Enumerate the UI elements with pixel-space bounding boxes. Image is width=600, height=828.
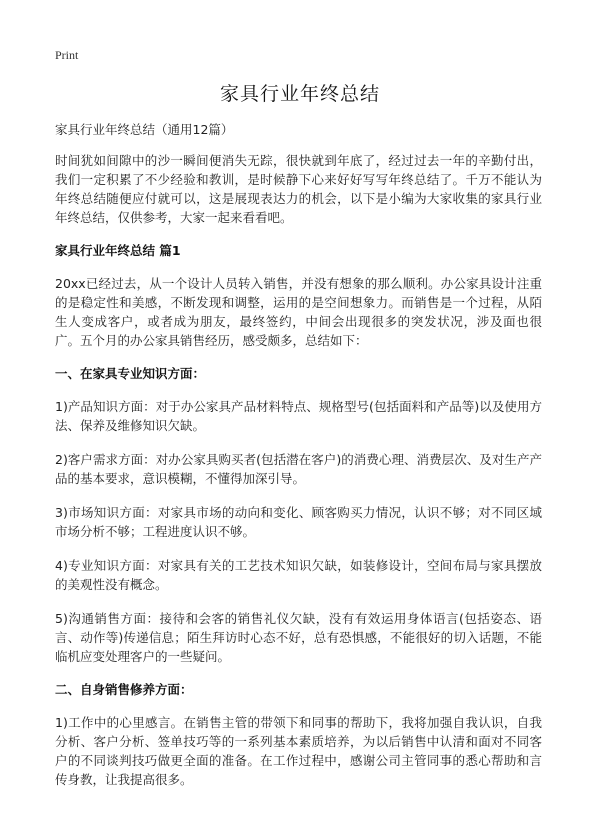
document-subtitle: 家具行业年终总结（通用12篇） <box>55 122 234 137</box>
knowledge-item-professional: 4)专业知识方面：对家具有关的工艺技术知识欠缺，如装修设计，空间布局与家具摆放的美观性没有概念。 <box>55 558 542 592</box>
article-intro-paragraph: 20xx已经过去，从一个设计人员转入销售，并没有想象的那么顺利。办公家具设计注重的是稳定性和美感，不断发现和调整，运用的是空间想象力。而销售是一个过程，从陌生人变成客户，或者成为朋友，最终签约，中间会出现很多的突发状况，涉及面也很广。五个月的办公家具销售经历，感受颇多，总结如下： <box>55 276 542 348</box>
intro-paragraph: 时间犹如间隙中的沙一瞬间便消失无踪，很快就到年底了，经过过去一年的辛勤付出，我们一定积累了不少经验和教训，是时候静下心来好好写写年终总结了。千万不能认为年终总结随便应付就可以，这是展现表达力的机会，以下是小编为大家收集的家具行业年终总结，仅供参考，大家一起来看看吧。 <box>55 153 542 225</box>
knowledge-item-customer-needs: 2)客户需求方面：对办公家具购买者(包括潜在客户)的消费心理、消费层次、及对生产产品的基本要求，意识模糊，不懂得加深引导。 <box>55 452 542 486</box>
document-body <box>55 121 542 804</box>
article-heading: 家具行业年终总结 篇1 <box>55 243 181 258</box>
print-link[interactable]: Print <box>55 48 79 62</box>
knowledge-item-market: 3)市场知识方面：对家具市场的动向和变化、顾客购买力情况，认识不够；对不同区域市场分析不够；工程进度认识不够。 <box>55 505 542 539</box>
knowledge-item-communication: 5)沟通销售方面：接待和会客的销售礼仪欠缺，没有有效运用身体语言(包括姿态、语言、动作等)传递信息；陌生拜访时心态不好，总有恐惧感，不能很好的切入话题，不能临机应变处理客户的一些疑问。 <box>55 611 542 664</box>
self-cultivation-item-reflection: 1)工作中的心里感言。在销售主管的带领下和同事的帮助下，我将加强自我认识，自我分析、客户分析、签单技巧等的一系列基本素质培养，为以后销售中认清和面对不同客户的不同谈判技巧做更全面的准备。在工作过程中，感谢公司主管同事的悉心帮助和言传身教，让我提高很多。 <box>55 715 542 787</box>
document-title: 家具行业年终总结 <box>219 83 380 105</box>
section-heading-knowledge: 一、在家具专业知识方面： <box>55 366 206 381</box>
knowledge-item-product: 1)产品知识方面：对于办公家具产品材料特点、规格型号(包括面料和产品等)以及使用方法、保养及维修知识欠缺。 <box>55 399 542 433</box>
section-heading-self-cultivation: 二、自身销售修养方面： <box>55 682 193 697</box>
